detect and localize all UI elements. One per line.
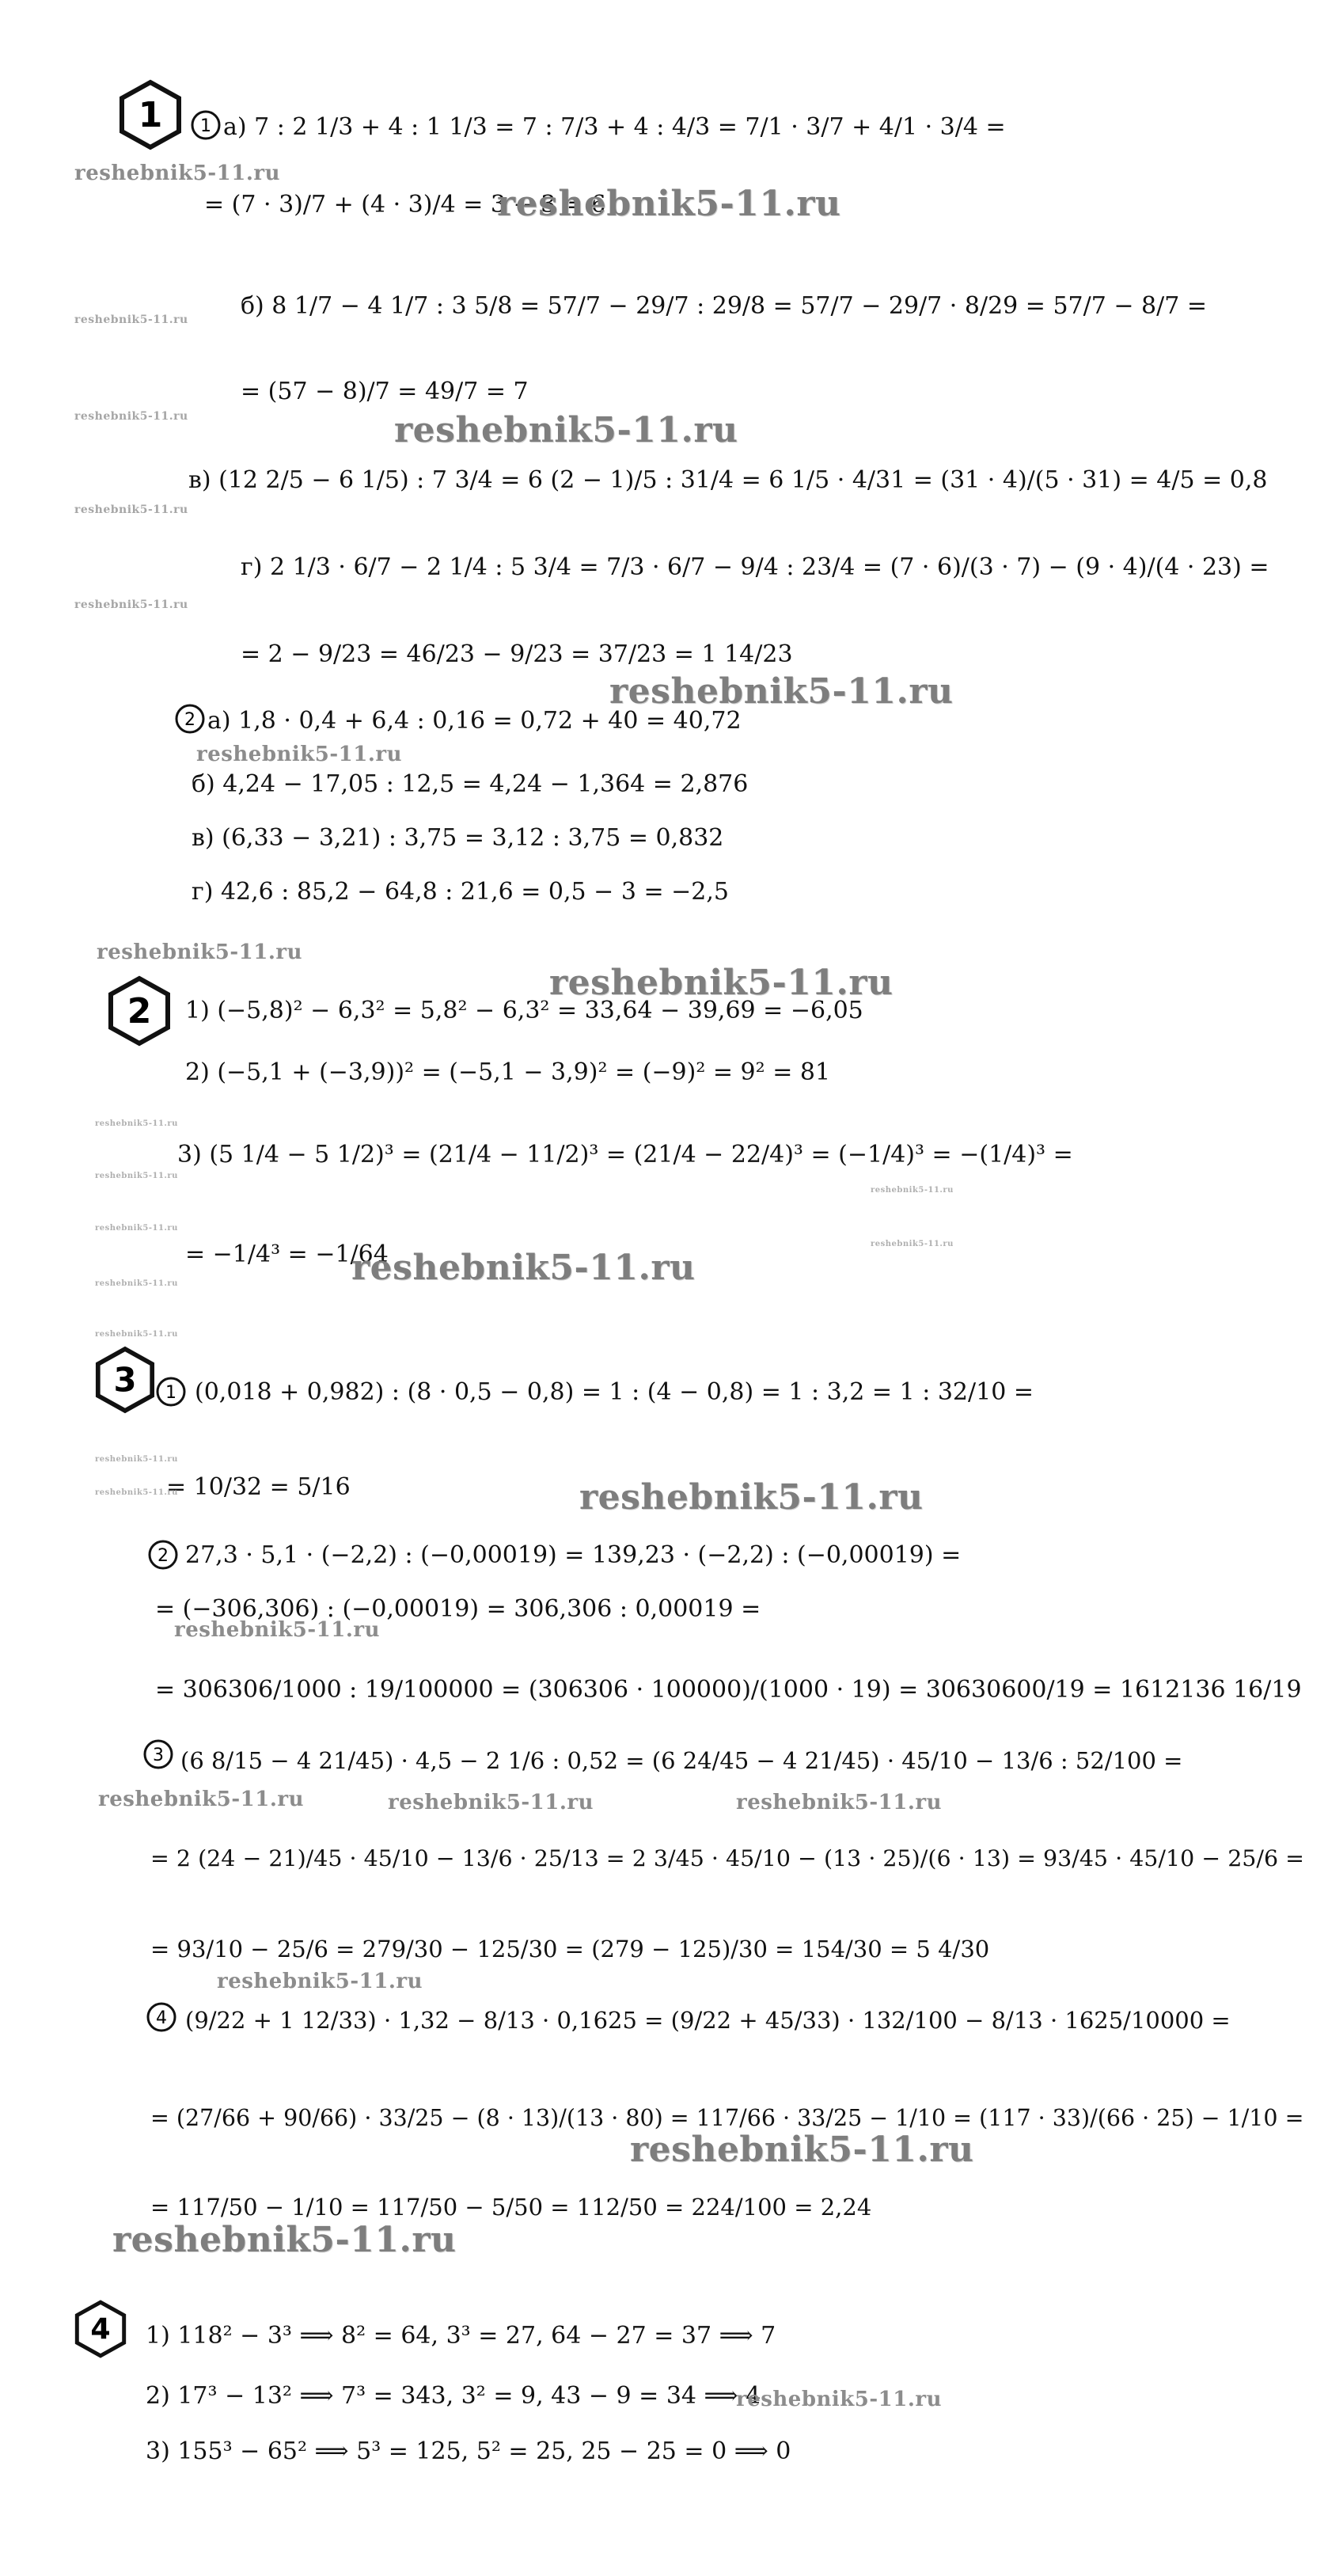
watermark: reshebnik5-11.ru: [497, 184, 841, 224]
svg-text:3: 3: [153, 1746, 164, 1765]
task-3-4-line-3: = 117/50 − 1/10 = 117/50 − 5/50 = 112/50 = 224/100 = 2,24: [150, 2194, 872, 2221]
watermark: reshebnik5-11.ru: [95, 1119, 178, 1128]
watermark: reshebnik5-11.ru: [97, 940, 303, 964]
task-4-line-1: 1) 118² − 3³ ⟹ 8² = 64, 3³ = 27, 64 − 27 = 37 ⟹ 7: [146, 2322, 776, 2350]
svg-text:4: 4: [156, 2008, 167, 2028]
task-4-number: 4: [90, 2312, 111, 2346]
task-1-1-line-b-cont: = (57 − 8)/7 = 49/7 = 7: [241, 378, 529, 405]
task-2-hexagon-badge: [108, 975, 171, 1047]
task-1-sub-1-circle: [190, 109, 222, 141]
watermark: reshebnik5-11.ru: [630, 2130, 974, 2170]
task-2-line-4: = −1/4³ = −1/64: [185, 1241, 389, 1268]
task-1-2-line-v: в) (6,33 − 3,21) : 3,75 = 3,12 : 3,75 = 0,832: [192, 824, 724, 852]
task-1-2-line-a: а) 1,8 · 0,4 + 6,4 : 0,16 = 0,72 + 40 = 40,72: [207, 707, 742, 735]
watermark: reshebnik5-11.ru: [579, 1477, 924, 1518]
svg-text:1: 1: [165, 1383, 176, 1403]
watermark: reshebnik5-11.ru: [351, 1248, 696, 1288]
watermark: reshebnik5-11.ru: [74, 313, 188, 326]
watermark: reshebnik5-11.ru: [217, 1970, 423, 1993]
task-2-line-3: 3) (5 1/4 − 5 1/2)³ = (21/4 − 11/2)³ = (21/4 − 22/4)³ = (−1/4)³ = −(1/4)³ =: [177, 1141, 1073, 1168]
task-3-number: 3: [113, 1360, 137, 1400]
svg-text:2: 2: [157, 1546, 169, 1566]
task-1-2-line-g: г) 42,6 : 85,2 − 64,8 : 21,6 = 0,5 − 3 = −2,5: [192, 878, 729, 906]
watermark: reshebnik5-11.ru: [95, 1279, 178, 1288]
watermark: reshebnik5-11.ru: [196, 743, 403, 766]
task-3-sub-4-circle: [146, 2001, 177, 2033]
watermark: reshebnik5-11.ru: [95, 1330, 178, 1339]
watermark: reshebnik5-11.ru: [74, 598, 188, 611]
watermark: reshebnik5-11.ru: [112, 2220, 457, 2260]
task-1-2-line-b: б) 4,24 − 17,05 : 12,5 = 4,24 − 1,364 = 2,876: [192, 770, 749, 798]
task-1-1-line-a-cont: = (7 · 3)/7 + (4 · 3)/4 = 3 + 3 = 6: [204, 191, 606, 218]
watermark: reshebnik5-11.ru: [609, 671, 954, 712]
task-1-1-line-v: в) (12 2/5 − 6 1/5) : 7 3/4 = 6 (2 − 1)/5 : 31/4 = 6 1/5 · 4/31 = (31 · 4)/(5 · 31) = 4/5 = 0,8: [188, 466, 1268, 494]
task-3-2-line-3: = 306306/1000 : 19/100000 = (306306 · 100000)/(1000 · 19) = 30630600/19 = 1612136 16/19: [155, 1676, 1302, 1704]
task-2-line-2: 2) (−5,1 + (−3,9))² = (−5,1 − 3,9)² = (−9)² = 9² = 81: [185, 1058, 831, 1086]
task-3-3-line-1: (6 8/15 − 4 21/45) · 4,5 − 2 1/6 : 0,52 = (6 24/45 − 4 21/45) · 45/10 − 13/6 : 52/100 =: [180, 1747, 1183, 1774]
task-1-sub-2-circle: [174, 703, 206, 735]
watermark: reshebnik5-11.ru: [871, 1240, 954, 1248]
task-2-number: 2: [127, 991, 152, 1032]
task-4-line-2: 2) 17³ − 13² ⟹ 7³ = 343, 3² = 9, 43 − 9 = 34 ⟹ 4: [146, 2382, 761, 2410]
task-1-hexagon-badge: [119, 79, 182, 150]
watermark: reshebnik5-11.ru: [74, 161, 281, 185]
task-3-1-line-2: = 10/32 = 5/16: [166, 1473, 351, 1501]
task-3-sub-1-circle: [155, 1376, 187, 1408]
watermark: reshebnik5-11.ru: [549, 963, 894, 1003]
svg-text:2: 2: [184, 710, 195, 730]
task-3-sub-3-circle: [142, 1738, 174, 1770]
task-1-1-line-a: а) 7 : 2 1/3 + 4 : 1 1/3 = 7 : 7/3 + 4 : 4/3 = 7/1 · 3/7 + 4/1 · 3/4 =: [223, 113, 1006, 141]
watermark: reshebnik5-11.ru: [95, 1224, 178, 1233]
watermark: reshebnik5-11.ru: [174, 1618, 381, 1642]
task-3-4-line-1: (9/22 + 1 12/33) · 1,32 − 8/13 · 0,1625 = (9/22 + 45/33) · 132/100 − 8/13 · 1625/10000 =: [185, 2007, 1231, 2034]
task-4-line-3: 3) 155³ − 65² ⟹ 5³ = 125, 5² = 25, 25 − 25 = 0 ⟹ 0: [146, 2437, 791, 2465]
watermark: reshebnik5-11.ru: [98, 1788, 305, 1811]
task-3-3-line-2: = 2 (24 − 21)/45 · 45/10 − 13/6 · 25/13 = 2 3/45 · 45/10 − (13 · 25)/(6 · 13) = 93/45 · 45/10 − 25/6 =: [150, 1845, 1305, 1871]
task-3-hexagon-badge: [95, 1346, 155, 1414]
task-1-1-line-b: б) 8 1/7 − 4 1/7 : 3 5/8 = 57/7 − 29/7 : 29/8 = 57/7 − 29/7 · 8/29 = 57/7 − 8/7 =: [241, 292, 1207, 320]
watermark: reshebnik5-11.ru: [394, 410, 738, 450]
task-1-1-line-g: г) 2 1/3 · 6/7 − 2 1/4 : 5 3/4 = 7/3 · 6/7 − 9/4 : 23/4 = (7 · 6)/(3 · 7) − (9 · 4)/(4 · 23) =: [241, 553, 1269, 581]
watermark: reshebnik5-11.ru: [95, 1488, 178, 1497]
watermark: reshebnik5-11.ru: [95, 1455, 178, 1464]
task-1-number: 1: [138, 95, 163, 135]
task-3-sub-2-circle: [147, 1539, 179, 1571]
task-1-1-line-g-cont: = 2 − 9/23 = 46/23 − 9/23 = 37/23 = 1 14/23: [241, 640, 793, 668]
watermark: reshebnik5-11.ru: [736, 2388, 943, 2411]
watermark: reshebnik5-11.ru: [871, 1186, 954, 1195]
task-3-1-line-1: (0,018 + 0,982) : (8 · 0,5 − 0,8) = 1 : (4 − 0,8) = 1 : 3,2 = 1 : 32/10 =: [195, 1378, 1034, 1406]
task-3-4-line-2: = (27/66 + 90/66) · 33/25 − (8 · 13)/(13 · 80) = 117/66 · 33/25 − 1/10 = (117 · 33)/(66 · 25) − 1/10 =: [150, 2105, 1304, 2131]
task-3-2-line-1: 27,3 · 5,1 · (−2,2) : (−0,00019) = 139,23 · (−2,2) : (−0,00019) =: [185, 1541, 962, 1569]
task-3-3-line-3: = 93/10 − 25/6 = 279/30 − 125/30 = (279 − 125)/30 = 154/30 = 5 4/30: [150, 1936, 990, 1962]
watermark: reshebnik5-11.ru: [736, 1791, 943, 1814]
watermark: reshebnik5-11.ru: [74, 410, 188, 423]
watermark: reshebnik5-11.ru: [95, 1172, 178, 1180]
watermark: reshebnik5-11.ru: [388, 1791, 594, 1814]
task-4-hexagon-badge: [74, 2299, 127, 2359]
task-3-2-line-2: = (−306,306) : (−0,00019) = 306,306 : 0,00019 =: [155, 1595, 761, 1623]
watermark: reshebnik5-11.ru: [74, 503, 188, 516]
task-2-line-1: 1) (−5,8)² − 6,3² = 5,8² − 6,3² = 33,64 − 39,69 = −6,05: [185, 997, 863, 1024]
svg-text:1: 1: [200, 116, 211, 136]
